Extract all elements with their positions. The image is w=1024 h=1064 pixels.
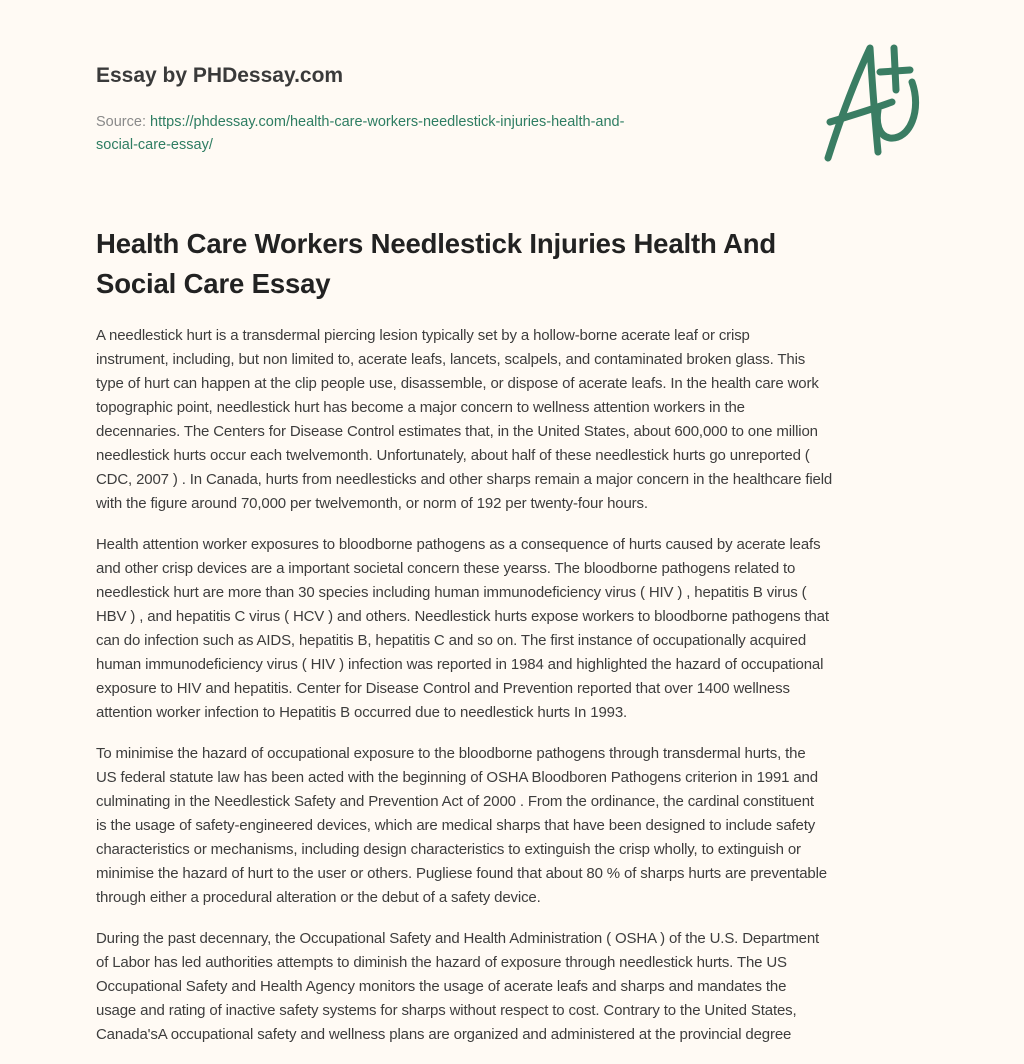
- paragraph: A needlestick hurt is a transdermal piercing lesion typically set by a hollow-borne acerate leaf or crisp instrument, including, but non limited to, acerate leafs, lancets, scalpels, and contaminated broken glass. This type of hurt can happen at the clip people use, disassemble, or dispose of acerate leafs. In the health care work topographic point, needlestick hurt has become a major concern to wellness attention workers in the decennaries. The Centers for Disease Control estimates that, in the United States, about 600,000 to one million needlestick hurts occur each twelvemonth. Unfortunately, about half of these needlestick hurts go unreported ( CDC, 2007 ) . In Canada, hurts from needlesticks and other sharps remain a major concern in the healthcare field with the figure around 70,000 per twelvemonth, or norm of 192 per twenty-four hours.: [96, 327, 833, 512]
- a-plus-logo-icon: [820, 40, 930, 165]
- paragraph: During the past decennary, the Occupational Safety and Health Administration ( OSHA ) of the U.S. Department of Labor has led authorities attempts to diminish the hazard of exposure through needlestick hurts. The US Occupational Safety and Health Agency monitors the usage of acerate leafs and sharps and mandates the usage and rating of inactive safety systems for sharps without respect to cost. Contrary to the United States, Canada'sA occupational safety and wellness plans are organized and administered at the provincial degree: [96, 930, 820, 1043]
- paragraph: To minimise the hazard of occupational exposure to the bloodborne pathogens through transdermal hurts, the US federal statute law has been acted with the beginning of OSHA Bloodboren Pathogens criterion in 1991 and culminating in the Needlestick Safety and Prevention Act of 2000 . From the ordinance, the cardinal constituent is the usage of safety-engineered devices, which are medical sharps that have been designed to include safety characteristics or mechanisms, including design characteristics to extinguish the crisp wholly, to extinguish or minimise the hazard of hurt to the user or others. Pugliese found that about 80 % of sharps hurts are preventable through either a procedural alteration or the debut of a safety device.: [96, 745, 827, 906]
- source-label: Source:: [96, 114, 146, 130]
- source-citation: [96, 111, 624, 157]
- source-link[interactable]: https://phdessay.com/health-care-workers-needlestick-injuries-health-and- social-care-essay/: [96, 114, 625, 153]
- essay-title: Health Care Workers Needlestick Injuries Health And Social Care Essay: [96, 228, 777, 299]
- site-brand: Essay by PHDessay.com: [96, 64, 344, 87]
- paragraph: Health attention worker exposures to bloodborne pathogens as a consequence of hurts caused by acerate leafs and other crisp devices are a important societal concern these yearss. The bloodborne pathogens related to needlestick hurt are more than 30 species including human immunodeficiency virus ( HIV ) , hepatitis B virus ( HBV ) , and hepatitis C virus ( HCV ) and others. Needlestick hurts expose workers to bloodborne pathogens that can do infection such as AIDS, hepatitis B, hepatitis C and so on. The first instance of occupationally acquired human immunodeficiency virus ( HIV ) infection was reported in 1984 and highlighted the hazard of occupational exposure to HIV and hepatitis. Center for Disease Control and Prevention reported that over 1400 wellness attention worker infection to Hepatitis B occurred due to needlestick hurts In 1993.: [96, 536, 829, 721]
- essay-body: [96, 324, 936, 1064]
